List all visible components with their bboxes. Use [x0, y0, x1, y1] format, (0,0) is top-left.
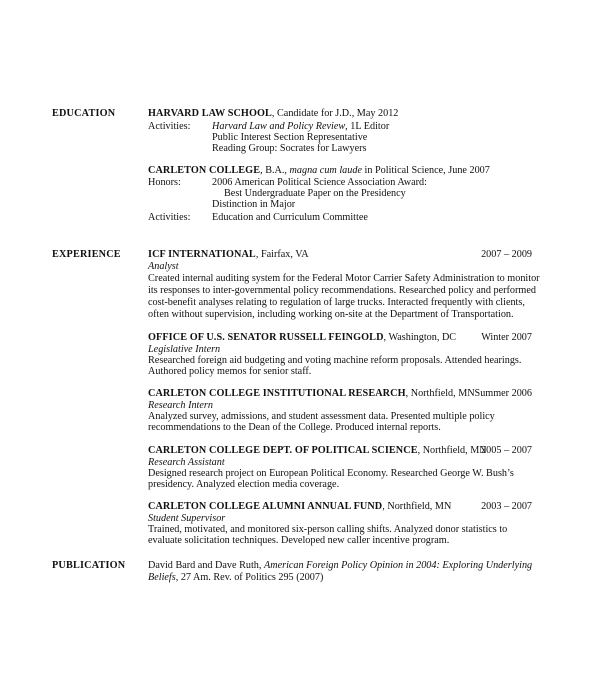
job-desc-line: Authored policy memos for senior staff. [148, 366, 312, 377]
job-org: CARLETON COLLEGE INSTITUTIONAL RESEARCH [148, 388, 406, 399]
harvard-activity-1-italic: Harvard Law and Policy Review [212, 121, 346, 132]
publication-authors: David Bard and Dave Ruth, [148, 560, 264, 571]
job-date: 2003 – 2007 [481, 501, 532, 512]
job-desc-line: cost-benefit analyses relating to regulation of large trucks. Interacted frequently with clients, [148, 297, 525, 308]
job-date: 2007 – 2009 [481, 249, 532, 260]
carleton-honor-1b: Best Undergraduate Paper on the Presidency [224, 188, 406, 199]
job-title: Research Assistant [148, 457, 225, 468]
education-heading: EDUCATION [52, 108, 116, 119]
experience-heading: EXPERIENCE [52, 249, 121, 260]
job-desc-line: evaluate solicitation techniques. Developed new caller incentive program. [148, 535, 450, 546]
job-header [148, 388, 475, 400]
job-location: , Fairfax, VA [255, 249, 309, 260]
carleton-honor-1: 2006 American Political Science Association Award: [212, 177, 427, 188]
job-org: CARLETON COLLEGE ALUMNI ANNUAL FUND [148, 501, 383, 512]
carleton-activities-label: Activities: [148, 212, 191, 223]
job-desc-line: often without supervision, including working on-site at the Department of Transportation. [148, 309, 514, 320]
job-location: , Northfield, MN [405, 388, 475, 399]
publication-heading: PUBLICATION [52, 560, 126, 571]
job-location: , Northfield, MN [382, 501, 452, 512]
publication-title-1: American Foreign Policy Opinion in 2004: Exploring Underlying [264, 560, 533, 571]
job-org: ICF INTERNATIONAL [148, 249, 256, 260]
job-title: Research Intern [148, 400, 213, 411]
job-location: , Washington, DC [383, 332, 457, 343]
publication-line-2 [148, 572, 323, 584]
publication-title-2: Beliefs [148, 572, 176, 583]
job-header [148, 249, 309, 261]
job-date: 2005 – 2007 [481, 445, 532, 456]
job-date: Summer 2006 [474, 388, 532, 399]
carleton-activity: Education and Curriculum Committee [212, 212, 368, 223]
harvard-school: HARVARD LAW SCHOOL [148, 108, 272, 119]
job-location: , Northfield, MN [417, 445, 487, 456]
harvard-activities-label: Activities: [148, 121, 191, 132]
harvard-activity-3: Reading Group: Socrates for Lawyers [212, 143, 367, 154]
carleton-school: CARLETON COLLEGE [148, 165, 261, 176]
carleton-honors-label: Honors: [148, 177, 181, 188]
carleton-honor-2: Distinction in Major [212, 199, 296, 210]
carleton-degree-pre: , B.A., [260, 165, 290, 176]
carleton-degree-italic: magna cum laude [289, 165, 362, 176]
harvard-activity-1-rest: , 1L Editor [345, 121, 390, 132]
job-desc-line: Created internal auditing system for the Federal Motor Carrier Safety Administration to monitor [148, 273, 540, 284]
harvard-detail: , Candidate for J.D., May 2012 [271, 108, 399, 119]
carleton-degree-post: in Political Science, June 2007 [361, 165, 490, 176]
job-desc-line: Researched foreign aid budgeting and voting machine reform proposals. Attended hearings. [148, 355, 522, 366]
publication-line-1 [148, 560, 532, 572]
job-header [148, 501, 451, 513]
job-desc-line: Designed research project on European Political Economy. Researched George W. Bush’s [148, 468, 514, 479]
job-org: CARLETON COLLEGE DEPT. OF POLITICAL SCIENCE [148, 445, 418, 456]
carleton-entry [148, 165, 490, 177]
job-title: Analyst [148, 261, 179, 272]
job-title: Student Supervisor [148, 513, 226, 524]
job-desc-line: presidency. Analyzed election media coverage. [148, 479, 340, 490]
job-desc-line: its responses to inter-governmental policy recommendations. Researched policy and performed [148, 285, 536, 296]
job-date: Winter 2007 [481, 332, 532, 343]
job-desc-line: Analyzed survey, admissions, and student assessment data. Presented multiple policy [148, 411, 495, 422]
job-header [148, 332, 456, 344]
job-title: Legislative Intern [148, 344, 221, 355]
job-org: OFFICE OF U.S. SENATOR RUSSELL FEINGOLD [148, 332, 384, 343]
harvard-entry [148, 108, 398, 120]
job-desc-line: Trained, motivated, and monitored six-person calling shifts. Analyzed donor statistics to [148, 524, 508, 535]
publication-citation: , 27 Am. Rev. of Politics 295 (2007) [175, 572, 324, 583]
harvard-activity-2: Public Interest Section Representative [212, 132, 368, 143]
job-desc-line: recommendations to the Dean of the College. Produced internal reports. [148, 422, 441, 433]
